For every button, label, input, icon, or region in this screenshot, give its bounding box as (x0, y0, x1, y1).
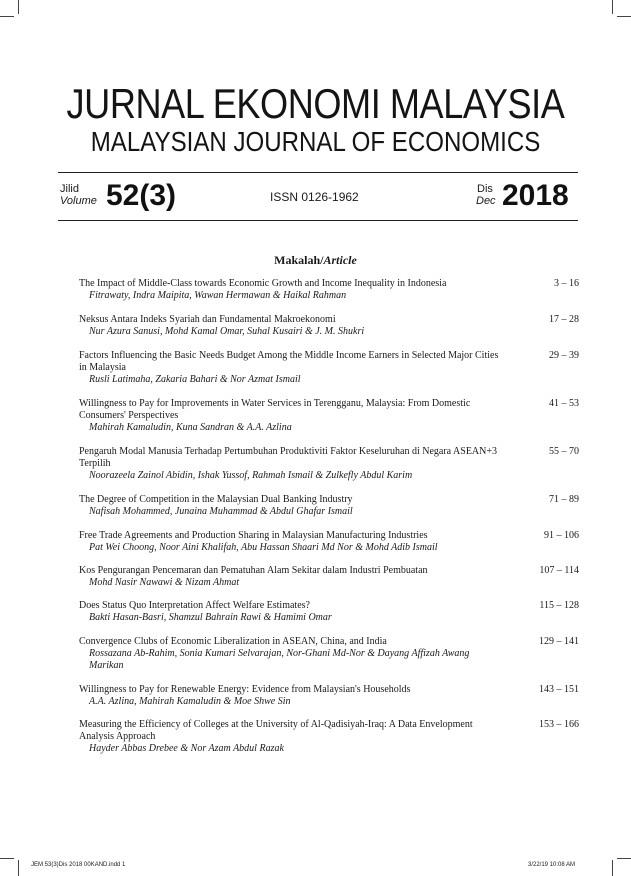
article-pages: 17 – 28 (549, 314, 579, 325)
article-pages: 107 – 114 (539, 565, 579, 576)
article-title[interactable]: Factors Influencing the Basic Needs Budget Among the Middle Income Earners in Selected Major Cities in Malaysia (79, 350, 499, 373)
volume-label-malay: Jilid (60, 183, 79, 195)
article-title[interactable]: Willingness to Pay for Improvements in Water Services in Terengganu, Malaysia: From Domestic Consumers' Perspectives (79, 398, 471, 421)
article-entry[interactable] (79, 398, 579, 434)
masthead-bottom-rule (58, 220, 578, 221)
article-title[interactable]: Willingness to Pay for Renewable Energy: Evidence from Malaysian's Households (79, 684, 411, 695)
article-title[interactable]: Kos Pengurangan Pencemaran dan Pematuhan Alam Sekitar dalam Industri Pembuatan (79, 565, 428, 576)
article-authors: Rusli Latimaha, Zakaria Bahari & Nor Azmat Ismail (89, 374, 301, 385)
journal-title-malay: JURNAL EKONOMI MALAYSIA (66, 80, 565, 127)
article-pages: 91 – 106 (544, 530, 579, 541)
crop-mark (18, 0, 19, 14)
article-entry[interactable] (79, 350, 579, 386)
article-title[interactable]: Measuring the Efficiency of Colleges at the University of Al-Qadisiyah-Iraq: A Data Envelopment Analysis Approach (79, 719, 473, 742)
article-entry[interactable] (79, 600, 579, 624)
article-entry[interactable] (79, 684, 579, 708)
article-entry[interactable] (79, 314, 579, 338)
month-label-english: Dec (476, 195, 496, 207)
article-entry[interactable] (79, 530, 579, 554)
crop-mark (612, 860, 613, 876)
crop-mark (617, 858, 631, 859)
masthead-top-rule (58, 172, 578, 173)
article-pages: 115 – 128 (539, 600, 579, 611)
crop-mark (0, 16, 14, 17)
article-entry[interactable] (79, 278, 579, 302)
issn: ISSN 0126-1962 (270, 190, 359, 204)
article-pages: 153 – 166 (539, 719, 579, 730)
article-authors: Nur Azura Sanusi, Mohd Kamal Omar, Suhal Kusairi & J. M. Shukri (89, 326, 365, 337)
article-pages: 55 – 70 (549, 446, 579, 457)
article-authors: A.A. Azlina, Mahirah Kamaludin & Moe Shwe Sin (89, 696, 291, 707)
article-authors: Fitrawaty, Indra Maipita, Wawan Hermawan & Haikal Rahman (89, 290, 347, 301)
article-title[interactable]: Does Status Quo Interpretation Affect Welfare Estimates? (79, 600, 310, 611)
article-authors: Mohd Nasir Nawawi & Nizam Ahmat (89, 577, 240, 588)
article-title[interactable]: Pengaruh Modal Manusia Terhadap Pertumbuhan Produktiviti Faktor Keseluruhan di Negara ASEAN+3 Terpilih (79, 446, 498, 469)
article-entry[interactable] (79, 494, 579, 518)
article-authors: Mahirah Kamaludin, Kuna Sandran & A.A. Azlina (89, 422, 292, 433)
article-pages: 71 – 89 (549, 494, 579, 505)
article-entry[interactable] (79, 446, 579, 482)
issue-year: 2018 (502, 179, 569, 212)
crop-mark (612, 0, 613, 14)
article-title[interactable]: Free Trade Agreements and Production Sharing in Malaysian Manufacturing Industries (79, 530, 428, 541)
article-authors: Noorazeela Zainol Abidin, Ishak Yussof, Rahmah Ismail & Zulkefly Abdul Karim (89, 470, 413, 481)
article-title[interactable]: Convergence Clubs of Economic Liberalization in ASEAN, China, and India (79, 636, 387, 647)
crop-mark (0, 858, 14, 859)
print-slug-filename: JEM 53(3)Dis 2018 00KAND.indd 1 (31, 862, 126, 868)
article-pages: 143 – 151 (539, 684, 579, 695)
month-label-malay: Dis (477, 183, 493, 195)
journal-title-english: MALAYSIAN JOURNAL OF ECONOMICS (90, 126, 541, 157)
volume-label-english: Volume (60, 195, 97, 207)
crop-mark (18, 860, 19, 876)
article-title[interactable]: The Impact of Middle-Class towards Economic Growth and Income Inequality in Indonesia (79, 278, 447, 289)
article-authors: Hayder Abbas Drebee & Nor Azam Abdul Razak (89, 743, 284, 754)
article-authors: Pat Wei Choong, Noor Aini Khalifah, Abu Hassan Shaari Md Nor & Mohd Adib Ismail (89, 542, 438, 553)
article-title[interactable]: The Degree of Competition in the Malaysian Dual Banking Industry (79, 494, 353, 505)
article-entry[interactable] (79, 565, 579, 589)
print-slug-timestamp: 3/22/19 10:08 AM (528, 862, 576, 868)
section-label-malay: Makalah/ (274, 253, 324, 267)
article-pages: 29 – 39 (549, 350, 579, 361)
crop-mark (617, 16, 631, 17)
volume-number: 52(3) (106, 179, 177, 212)
article-pages: 41 – 53 (549, 398, 579, 409)
section-label-english: Article (323, 253, 357, 267)
section-heading (0, 253, 631, 268)
article-entry[interactable] (79, 636, 579, 672)
article-entry[interactable] (79, 719, 579, 755)
article-authors: Rossazana Ab-Rahim, Sonia Kumari Selvarajan, Nor-Ghani Md-Nor & Dayang Affizah Awang Marikan (89, 648, 470, 671)
article-pages: 129 – 141 (539, 636, 579, 647)
article-authors: Bakti Hasan-Basri, Shamzul Bahrain Rawi & Hamimi Omar (89, 612, 332, 623)
article-pages: 3 – 16 (554, 278, 579, 289)
article-authors: Nafisah Mohammed, Junaina Muhammad & Abdul Ghafar Ismail (89, 506, 353, 517)
article-title[interactable]: Neksus Antara Indeks Syariah dan Fundamental Makroekonomi (79, 314, 336, 325)
